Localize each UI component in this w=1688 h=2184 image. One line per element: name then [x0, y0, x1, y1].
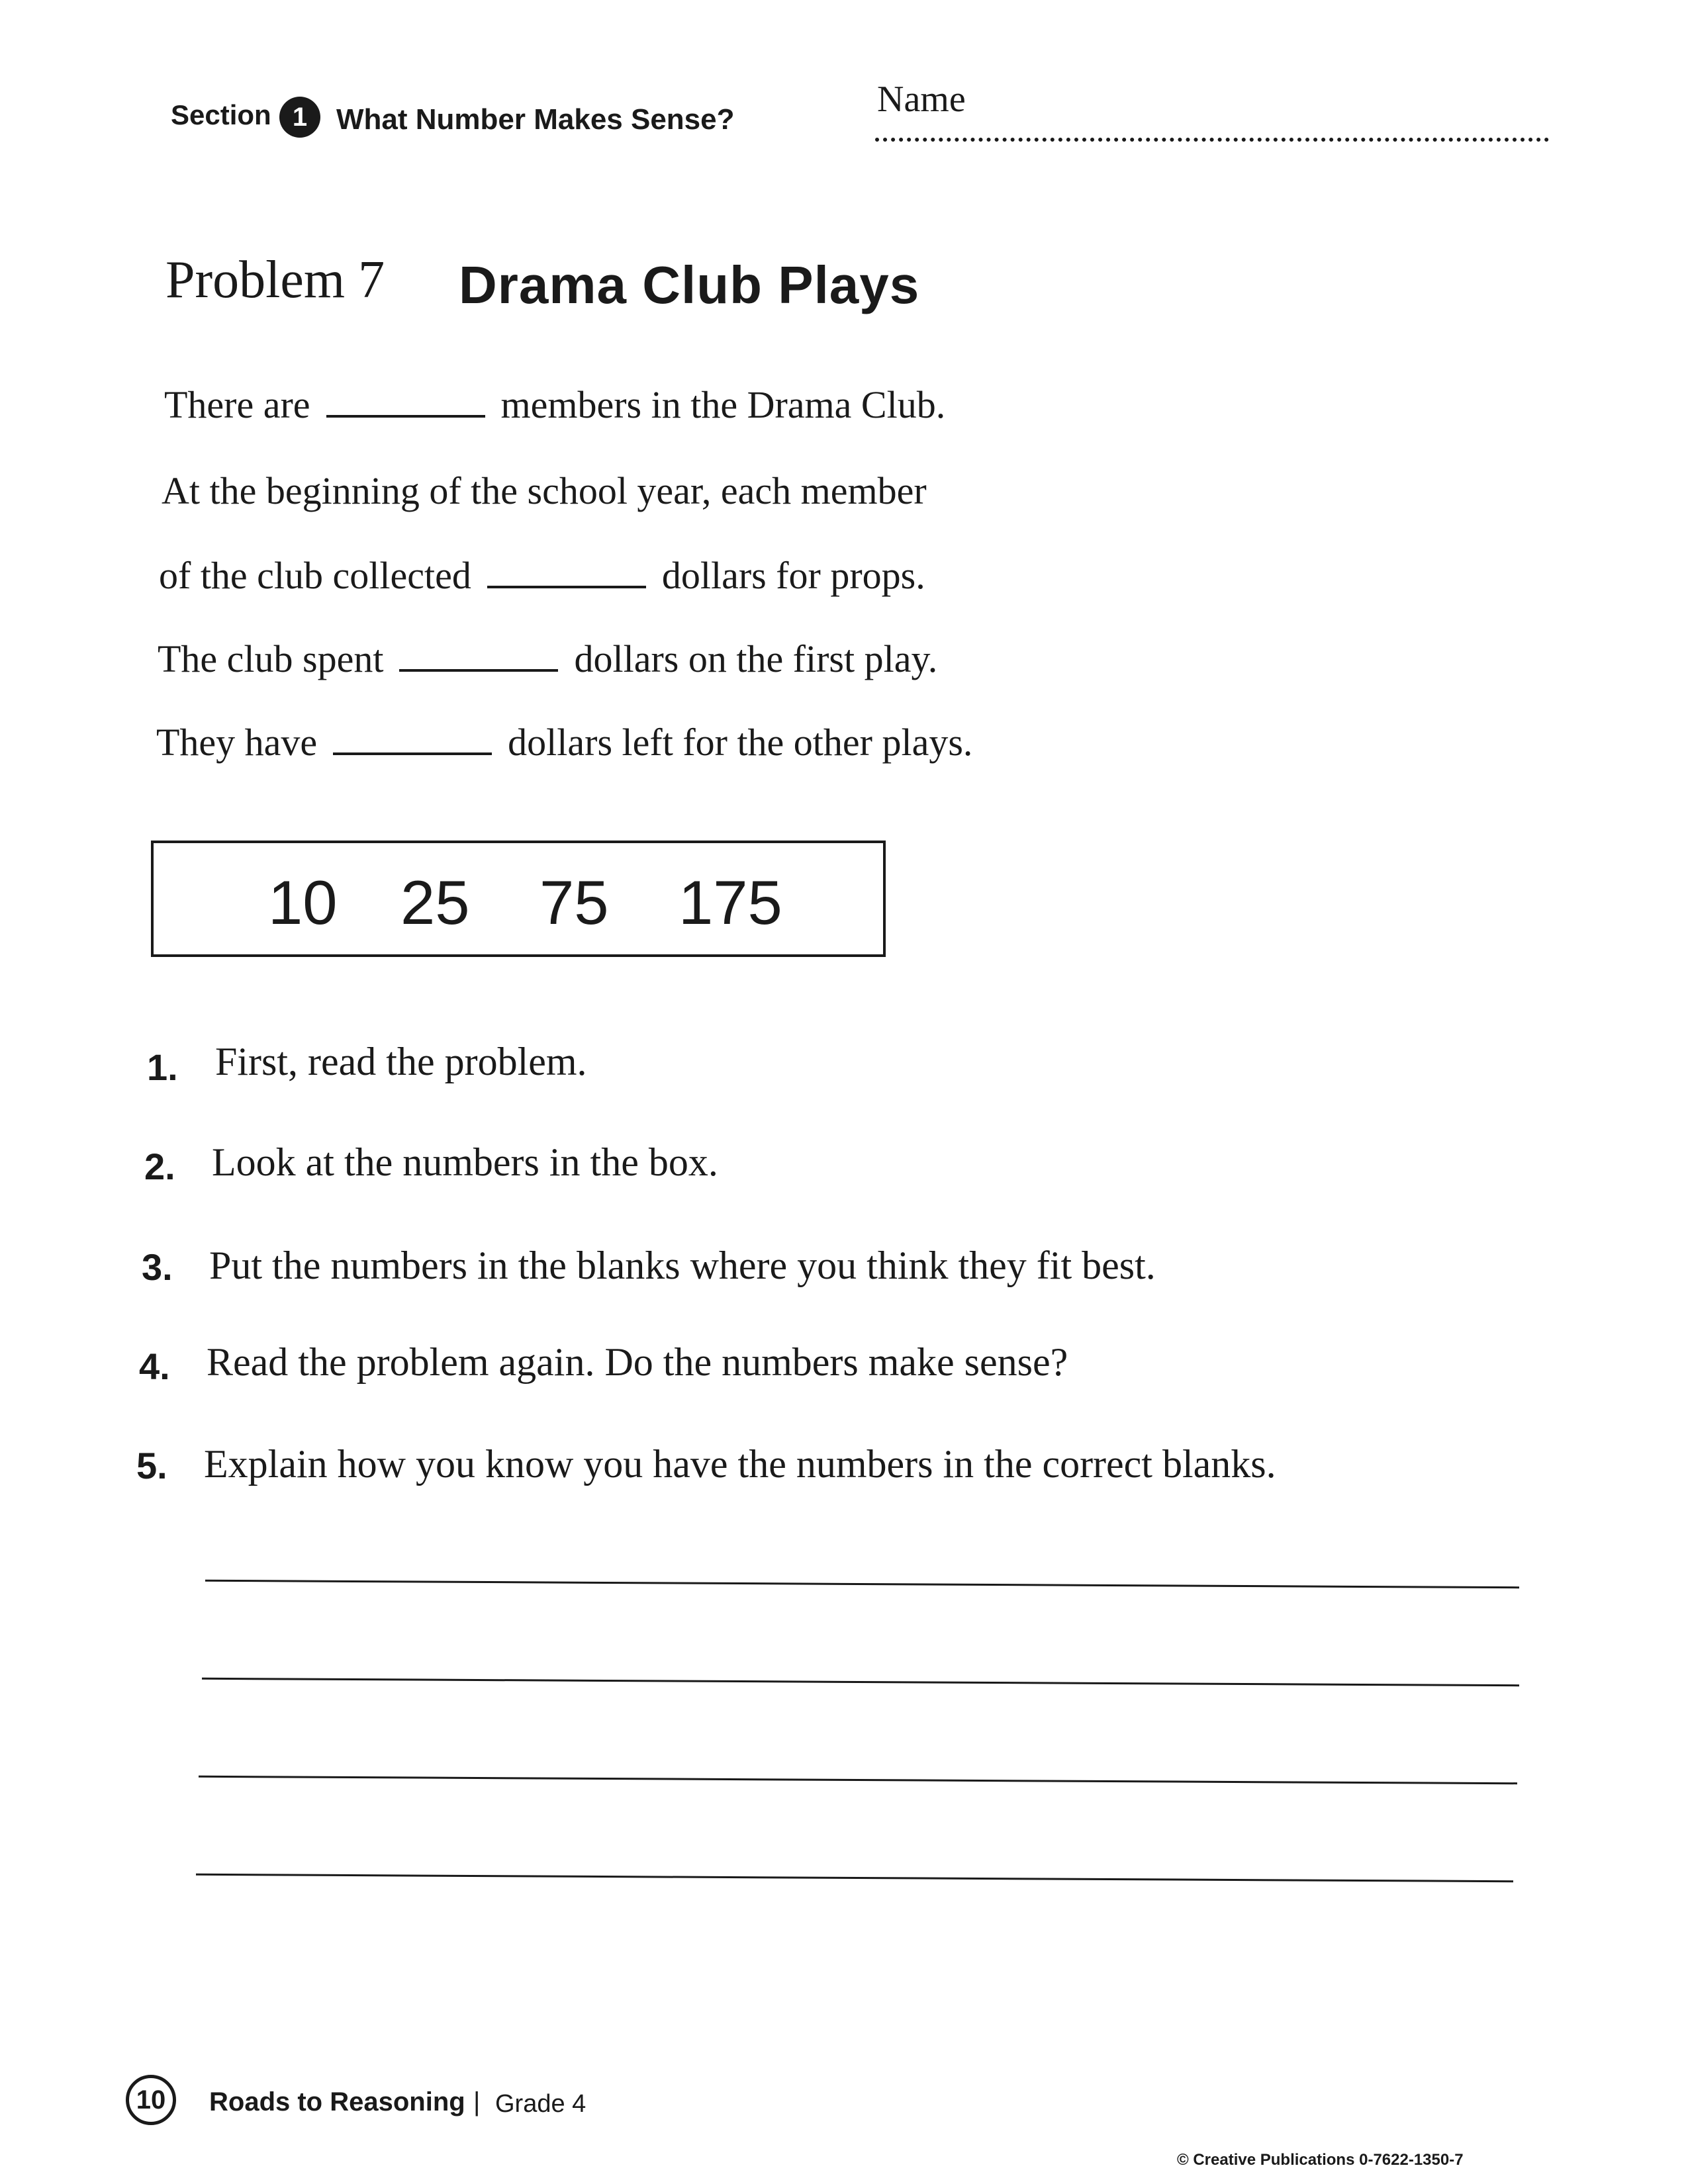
copyright-notice: © Creative Publications 0-7622-1350-7 [1177, 2151, 1464, 2169]
step-number: 1. [147, 1046, 178, 1088]
story-text: There are [164, 383, 310, 426]
story-line-2 [162, 469, 927, 513]
book-title: Roads to Reasoning [209, 2087, 465, 2116]
story-line-3 [159, 553, 925, 598]
story-text: They have [156, 721, 318, 764]
name-label: Name [877, 79, 966, 120]
blank-members[interactable] [326, 415, 485, 418]
answer-line[interactable] [199, 1776, 1517, 1784]
step-number: 5. [136, 1445, 167, 1486]
step-number: 4. [139, 1345, 170, 1387]
story-text: dollars left for the other plays. [508, 721, 973, 764]
blank-spent[interactable] [399, 669, 558, 672]
step-number: 2. [144, 1146, 175, 1187]
story-text: The club spent [158, 637, 384, 680]
name-field-line[interactable] [875, 138, 1549, 142]
story-line-4 [158, 637, 937, 681]
step-text: Put the numbers in the blanks where you think they fit best. [209, 1244, 1156, 1287]
story-text: dollars on the first play. [574, 637, 938, 680]
step-text: Read the problem again. Do the numbers make sense? [207, 1340, 1068, 1384]
footer-separator: | [473, 2087, 481, 2116]
story-text: members in the Drama Club. [500, 383, 946, 426]
blank-collected[interactable] [487, 586, 646, 588]
story-line-5 [156, 720, 972, 764]
step-text: Look at the numbers in the box. [212, 1140, 718, 1184]
number-option: 10 [268, 868, 338, 937]
answer-line[interactable] [202, 1678, 1519, 1686]
story-line-1 [164, 383, 945, 427]
problem-number: Problem 7 [165, 251, 385, 309]
story-text: dollars for props. [661, 554, 925, 597]
step-text: First, read the problem. [215, 1040, 587, 1083]
number-option: 25 [400, 868, 470, 937]
step-number: 3. [142, 1246, 173, 1288]
story-text: of the club collected [159, 554, 471, 597]
grade-label: Grade 4 [495, 2090, 586, 2118]
number-option: 175 [679, 868, 782, 937]
answer-line[interactable] [196, 1874, 1513, 1882]
section-number-badge: 1 [279, 97, 320, 138]
problem-title: Drama Club Plays [459, 255, 920, 314]
story-text: At the beginning of the school year, each member [162, 469, 927, 512]
step-text: Explain how you know you have the numbers in the correct blanks. [204, 1442, 1276, 1486]
answer-line[interactable] [205, 1580, 1519, 1588]
number-option: 75 [539, 868, 609, 937]
blank-left[interactable] [333, 752, 492, 755]
section-title: What Number Makes Sense? [336, 103, 735, 136]
page-number-badge: 10 [126, 2075, 176, 2125]
section-label: Section [171, 99, 271, 130]
